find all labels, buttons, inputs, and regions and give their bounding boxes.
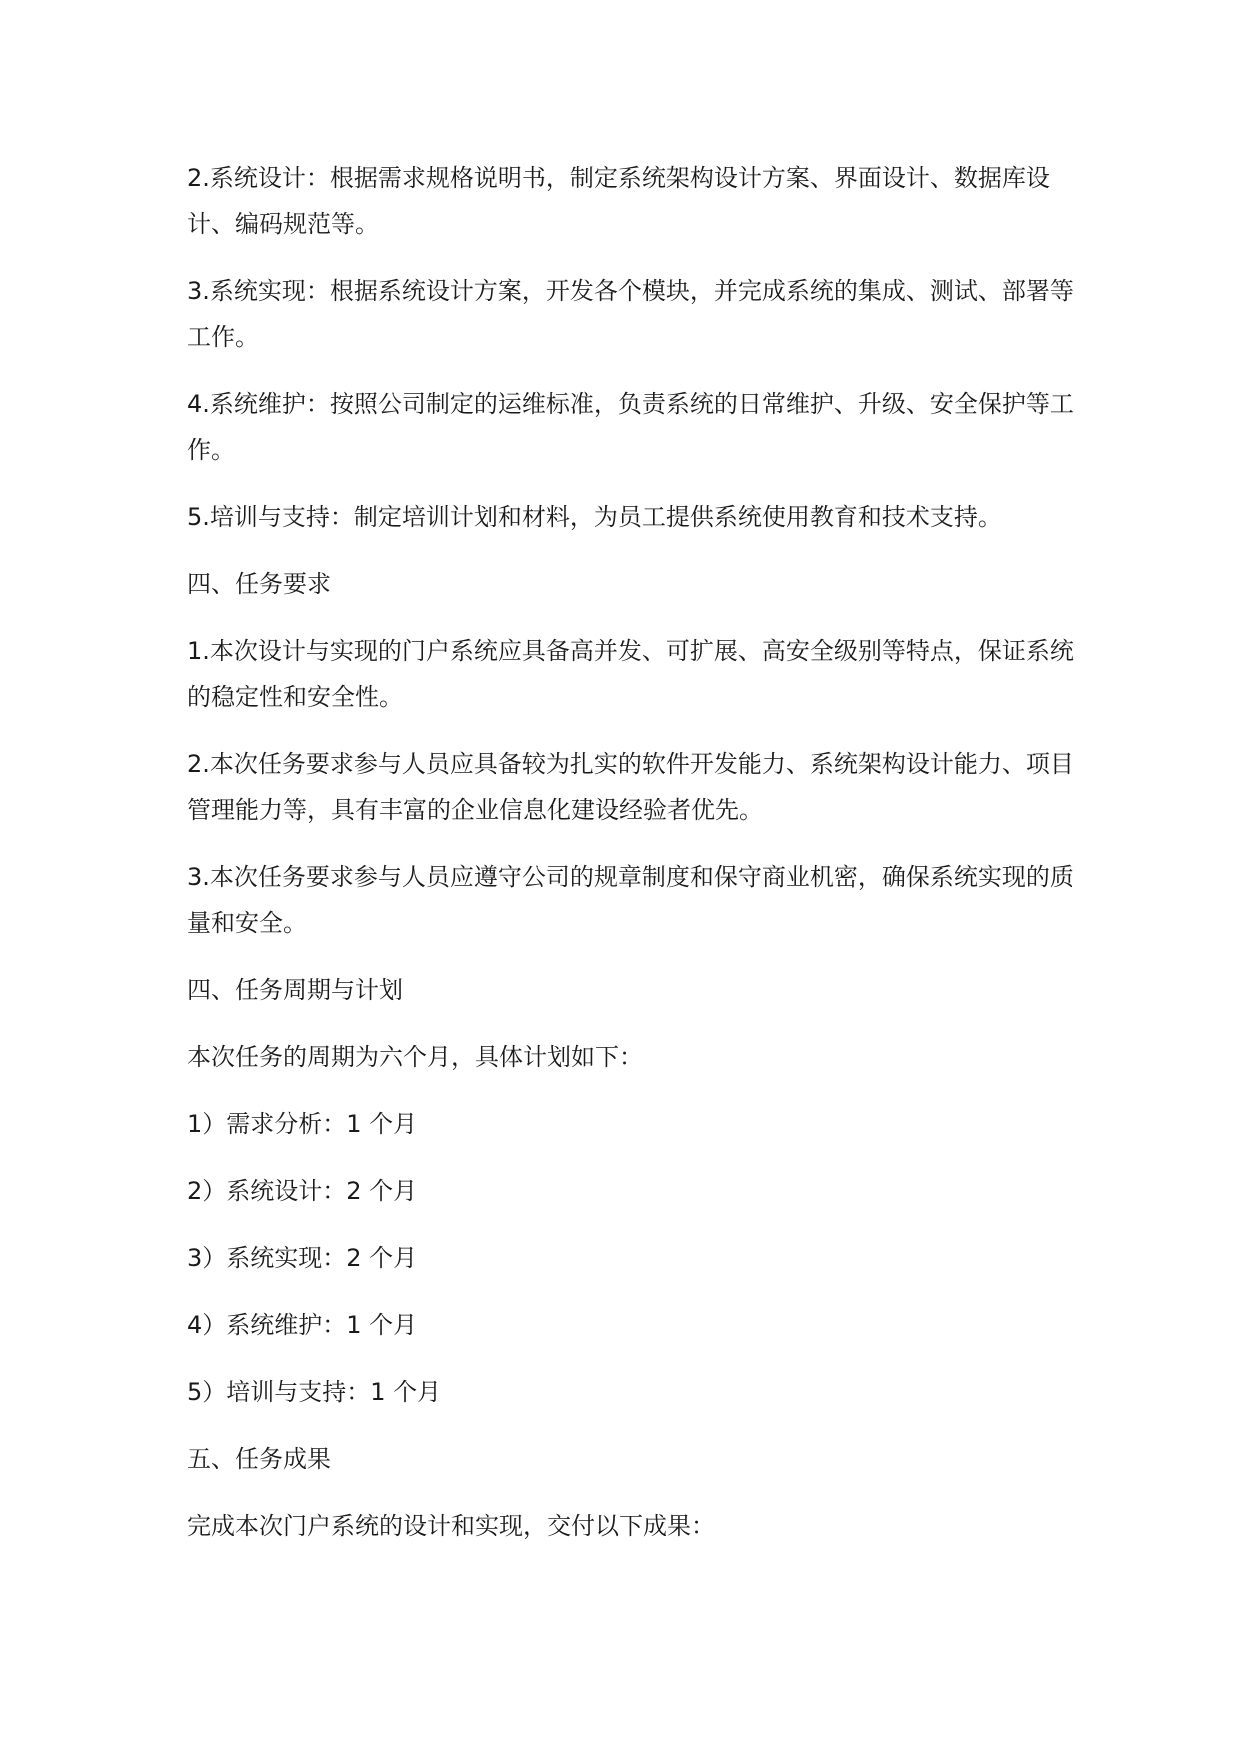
paragraph-requirement-3: 3.本次任务要求参与人员应遵守公司的规章制度和保守商业机密，确保系统实现的质量和安全。 (187, 863, 1074, 937)
paragraph-results-intro: 完成本次门户系统的设计和实现，交付以下成果： (187, 1512, 715, 1540)
document-body (187, 155, 1087, 1570)
heading-task-results: 五、任务成果 (187, 1445, 331, 1473)
schedule-item-training-support: 5）培训与支持：1 个月 (187, 1378, 442, 1406)
paragraph-system-maintenance: 4.系统维护：按照公司制定的运维标准，负责系统的日常维护、升级、安全保护等工作。 (187, 390, 1074, 464)
schedule-item-system-design: 2）系统设计：2 个月 (187, 1177, 418, 1205)
paragraph-system-implementation: 3.系统实现：根据系统设计方案，开发各个模块，并完成系统的集成、测试、部署等工作。 (187, 277, 1074, 351)
paragraph-training-support: 5.培训与支持：制定培训计划和材料，为员工提供系统使用教育和技术支持。 (187, 503, 1002, 531)
heading-task-requirements: 四、任务要求 (187, 570, 331, 598)
paragraph-requirement-1: 1.本次设计与实现的门户系统应具备高并发、可扩展、高安全级别等特点，保证系统的稳定性和安全性。 (187, 637, 1074, 711)
paragraph-system-design: 2.系统设计：根据需求规格说明书，制定系统架构设计方案、界面设计、数据库设计、编码规范等。 (187, 164, 1050, 238)
paragraph-requirement-2: 2.本次任务要求参与人员应具备较为扎实的软件开发能力、系统架构设计能力、项目管理能力等，具有丰富的企业信息化建设经验者优先。 (187, 750, 1074, 824)
schedule-item-requirements-analysis: 1）需求分析：1 个月 (187, 1110, 418, 1138)
schedule-item-system-implementation: 3）系统实现：2 个月 (187, 1244, 418, 1272)
heading-task-schedule: 四、任务周期与计划 (187, 976, 403, 1004)
schedule-item-system-maintenance: 4）系统维护：1 个月 (187, 1311, 418, 1339)
paragraph-schedule-intro: 本次任务的周期为六个月，具体计划如下： (187, 1043, 643, 1071)
